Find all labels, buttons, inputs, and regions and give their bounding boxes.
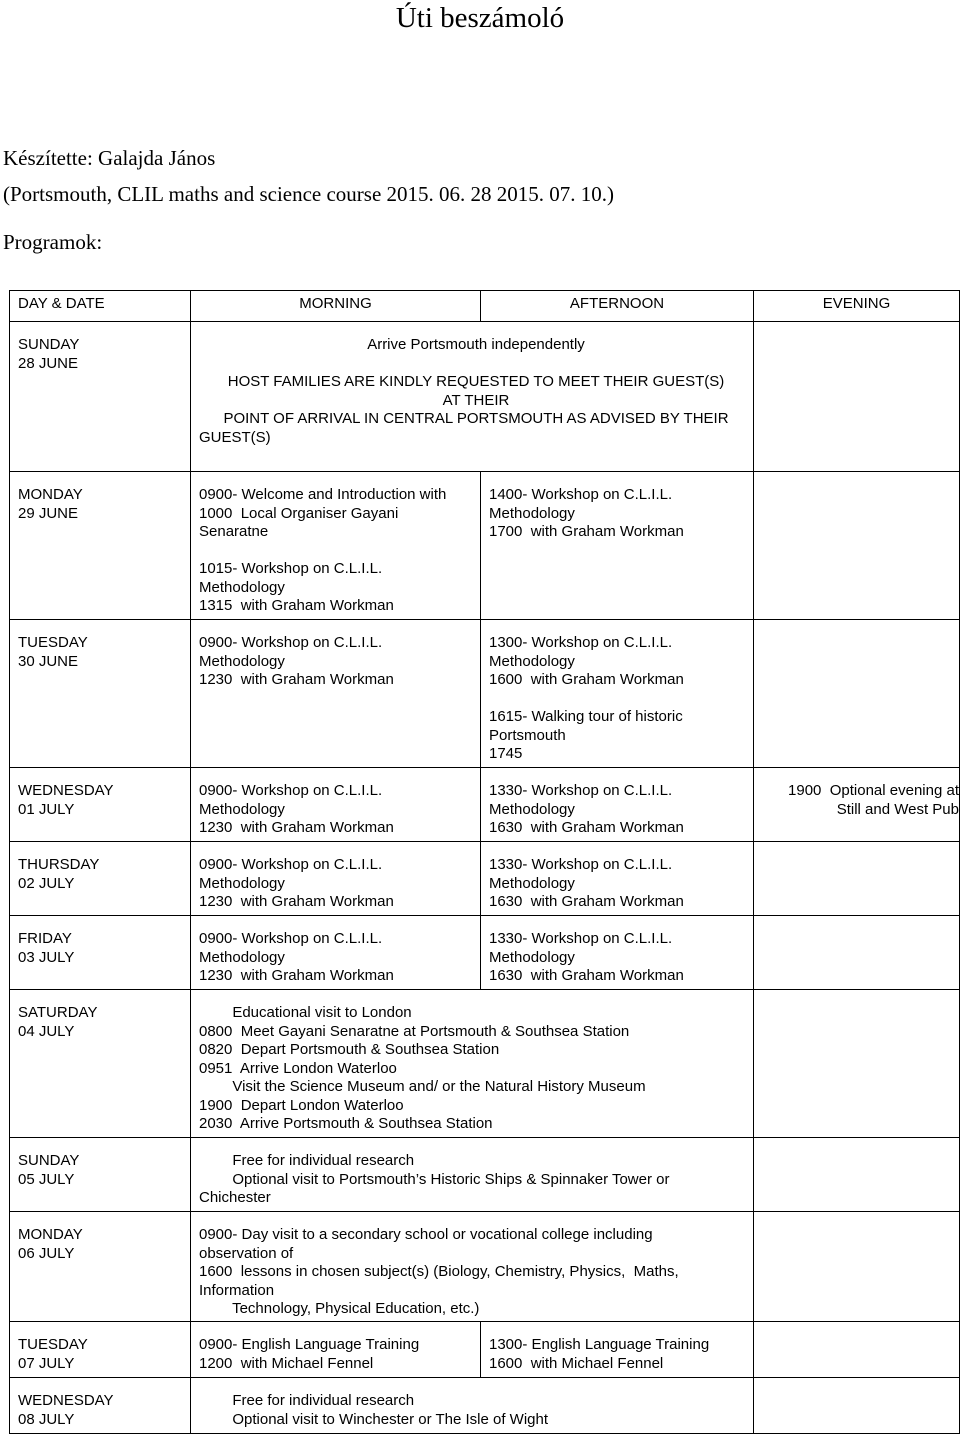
morning-cell bbox=[191, 472, 481, 620]
course-line: (Portsmouth, CLIL maths and science course 2015. 06. 28 2015. 07. 10.) bbox=[3, 182, 615, 206]
morning-line: 0900- English Language Training bbox=[199, 1336, 420, 1353]
day-date: 08 JULY bbox=[18, 1410, 75, 1428]
afternoon-line: 1745 bbox=[489, 745, 523, 762]
afternoon-line: 1300- English Language Training bbox=[489, 1336, 710, 1353]
evening-cell bbox=[754, 472, 960, 620]
day-date: 30 JUNE bbox=[18, 652, 79, 670]
evening-cell bbox=[754, 842, 960, 916]
morning-afternoon-cell bbox=[191, 1378, 754, 1434]
evening-cell bbox=[754, 916, 960, 990]
day-date-cell bbox=[10, 1212, 191, 1322]
afternoon-line: 1600 with Michael Fennel bbox=[489, 1354, 664, 1372]
afternoon-cell bbox=[481, 620, 754, 768]
day-name: SUNDAY bbox=[18, 1152, 80, 1169]
evening-cell bbox=[754, 1378, 960, 1434]
schedule-line: Educational visit to London bbox=[199, 1004, 412, 1021]
table-row bbox=[10, 1138, 960, 1212]
morning-line: 1315 with Graham Workman bbox=[199, 597, 394, 614]
morning-line: 1200 with Michael Fennel bbox=[199, 1354, 374, 1372]
afternoon-line: 1630 with Graham Workman bbox=[489, 967, 684, 984]
schedule-table bbox=[9, 290, 960, 1434]
evening-cell bbox=[754, 768, 960, 842]
afternoon-line: 1630 with Graham Workman bbox=[489, 893, 684, 910]
afternoon-line bbox=[489, 690, 753, 709]
schedule-line bbox=[199, 355, 753, 374]
author-line: Készítette: Galajda János bbox=[3, 146, 216, 170]
morning-line: Methodology bbox=[199, 578, 285, 596]
day-date-cell bbox=[10, 620, 191, 768]
afternoon-line: Methodology bbox=[489, 874, 575, 892]
schedule-line: Free for individual research bbox=[199, 1392, 415, 1409]
afternoon-line: Methodology bbox=[489, 948, 575, 966]
evening-cell bbox=[754, 990, 960, 1138]
day-date-cell bbox=[10, 322, 191, 472]
table-row bbox=[10, 842, 960, 916]
afternoon-line: Methodology bbox=[489, 652, 575, 670]
schedule-line: 1600 lessons in chosen subject(s) (Biology, Chemistry, Physics, Maths, bbox=[199, 1263, 679, 1280]
morning-line: 1230 with Graham Workman bbox=[199, 893, 394, 910]
evening-cell bbox=[754, 1322, 960, 1378]
afternoon-line: 1630 with Graham Workman bbox=[489, 819, 684, 836]
header-morning: MORNING bbox=[191, 291, 481, 322]
day-name: MONDAY bbox=[18, 486, 83, 503]
morning-cell bbox=[191, 1322, 481, 1378]
morning-line: 1000 Local Organiser Gayani bbox=[199, 504, 399, 522]
day-date-cell bbox=[10, 1322, 191, 1378]
table-row bbox=[10, 620, 960, 768]
day-date: 07 JULY bbox=[18, 1354, 75, 1372]
page-title: Úti beszámoló bbox=[395, 2, 565, 34]
afternoon-line: 1600 with Graham Workman bbox=[489, 671, 684, 688]
morning-cell bbox=[191, 768, 481, 842]
day-name: TUESDAY bbox=[18, 1336, 88, 1353]
schedule-line: 1900 Depart London Waterloo bbox=[199, 1096, 404, 1114]
morning-line: 1230 with Graham Workman bbox=[199, 967, 394, 984]
day-name: SUNDAY bbox=[18, 336, 80, 353]
morning-cell bbox=[191, 620, 481, 768]
afternoon-cell bbox=[481, 768, 754, 842]
day-date: 05 JULY bbox=[18, 1170, 75, 1188]
schedule-line: 0800 Meet Gayani Senaratne at Portsmouth & Southsea Station bbox=[199, 1022, 630, 1040]
morning-afternoon-cell bbox=[191, 990, 754, 1138]
morning-afternoon-cell bbox=[191, 1138, 754, 1212]
schedule-line: Free for individual research bbox=[199, 1152, 415, 1169]
afternoon-line: 1330- Workshop on C.L.I.L. bbox=[489, 856, 673, 873]
schedule-line: Optional visit to Portsmouth’s Historic Ships & Spinnaker Tower or bbox=[199, 1170, 670, 1188]
header-day-date: DAY & DATE bbox=[10, 291, 191, 322]
morning-line: 0900- Workshop on C.L.I.L. bbox=[199, 782, 383, 799]
schedule-line: 2030 Arrive Portsmouth & Southsea Station bbox=[199, 1115, 493, 1132]
day-name: MONDAY bbox=[18, 1226, 83, 1243]
morning-line: 0900- Workshop on C.L.I.L. bbox=[199, 930, 383, 947]
table-row bbox=[10, 916, 960, 990]
day-date: 01 JULY bbox=[18, 800, 75, 818]
table-row bbox=[10, 472, 960, 620]
evening-cell bbox=[754, 1138, 960, 1212]
table-row bbox=[10, 1322, 960, 1378]
morning-afternoon-cell bbox=[191, 1212, 754, 1322]
morning-line: 0900- Workshop on C.L.I.L. bbox=[199, 634, 383, 651]
afternoon-line: 1330- Workshop on C.L.I.L. bbox=[489, 930, 673, 947]
day-date: 29 JUNE bbox=[18, 504, 79, 522]
schedule-line: AT THEIR bbox=[442, 391, 510, 409]
day-date: 28 JUNE bbox=[18, 354, 79, 372]
day-date-cell bbox=[10, 916, 191, 990]
table-row bbox=[10, 1212, 960, 1322]
day-name: THURSDAY bbox=[18, 856, 100, 873]
morning-line: 1230 with Graham Workman bbox=[199, 671, 394, 688]
schedule-body bbox=[10, 322, 960, 1434]
morning-line: Methodology bbox=[199, 800, 285, 818]
afternoon-line: Portsmouth bbox=[489, 726, 566, 744]
morning-cell bbox=[191, 916, 481, 990]
table-row bbox=[10, 322, 960, 472]
day-name: FRIDAY bbox=[18, 930, 72, 947]
morning-afternoon-cell bbox=[191, 322, 754, 472]
schedule-line: observation of bbox=[199, 1244, 294, 1262]
morning-line: 0900- Welcome and Introduction with bbox=[199, 486, 447, 503]
header-afternoon: AFTERNOON bbox=[481, 291, 754, 322]
schedule-line: 0951 Arrive London Waterloo bbox=[199, 1059, 397, 1077]
morning-line: Methodology bbox=[199, 948, 285, 966]
afternoon-line: 1330- Workshop on C.L.I.L. bbox=[489, 782, 673, 799]
table-row bbox=[10, 990, 960, 1138]
schedule-line: HOST FAMILIES ARE KINDLY REQUESTED TO MEET THEIR GUEST(S) bbox=[227, 373, 725, 390]
afternoon-line: 1700 with Graham Workman bbox=[489, 523, 684, 540]
afternoon-line: Methodology bbox=[489, 800, 575, 818]
day-date-cell bbox=[10, 472, 191, 620]
day-date: 03 JULY bbox=[18, 948, 75, 966]
morning-line: 1230 with Graham Workman bbox=[199, 819, 394, 836]
evening-cell bbox=[754, 1212, 960, 1322]
day-date: 06 JULY bbox=[18, 1244, 75, 1262]
schedule-line: POINT OF ARRIVAL IN CENTRAL PORTSMOUTH AS ADVISED BY THEIR bbox=[223, 410, 729, 427]
morning-line: 0900- Workshop on C.L.I.L. bbox=[199, 856, 383, 873]
day-date-cell bbox=[10, 768, 191, 842]
morning-line: 1015- Workshop on C.L.I.L. bbox=[199, 560, 383, 577]
evening-cell bbox=[754, 620, 960, 768]
evening-line: Still and West Pub bbox=[836, 800, 959, 818]
schedule-line: 0820 Depart Portsmouth & Southsea Station bbox=[199, 1041, 500, 1058]
day-date: 02 JULY bbox=[18, 874, 75, 892]
schedule-line: Information bbox=[199, 1281, 275, 1299]
morning-line: Methodology bbox=[199, 874, 285, 892]
day-name: WEDNESDAY bbox=[18, 1392, 114, 1409]
morning-line: Senaratne bbox=[199, 523, 269, 540]
table-row bbox=[10, 1378, 960, 1434]
afternoon-line: 1400- Workshop on C.L.I.L. bbox=[489, 486, 673, 503]
programs-label: Programok: bbox=[3, 230, 103, 254]
table-row bbox=[10, 768, 960, 842]
day-date: 04 JULY bbox=[18, 1022, 75, 1040]
schedule-line: Arrive Portsmouth independently bbox=[367, 336, 585, 353]
afternoon-line: Methodology bbox=[489, 504, 575, 522]
day-date-cell bbox=[10, 1378, 191, 1434]
afternoon-cell bbox=[481, 916, 754, 990]
schedule-line: Optional visit to Winchester or The Isle of Wight bbox=[199, 1410, 549, 1428]
schedule-line: GUEST(S) bbox=[199, 428, 271, 446]
schedule-line: Visit the Science Museum and/ or the Natural History Museum bbox=[199, 1078, 646, 1095]
schedule-line: Chichester bbox=[199, 1189, 271, 1206]
afternoon-cell bbox=[481, 842, 754, 916]
day-date-cell bbox=[10, 842, 191, 916]
afternoon-cell bbox=[481, 472, 754, 620]
morning-line bbox=[199, 542, 480, 561]
morning-line: Methodology bbox=[199, 652, 285, 670]
day-name: WEDNESDAY bbox=[18, 782, 114, 799]
evening-line: 1900 Optional evening at bbox=[788, 782, 959, 799]
morning-cell bbox=[191, 842, 481, 916]
day-date-cell bbox=[10, 1138, 191, 1212]
day-date-cell bbox=[10, 990, 191, 1138]
header-evening: EVENING bbox=[754, 291, 960, 322]
afternoon-line: 1615- Walking tour of historic bbox=[489, 708, 683, 725]
day-name: SATURDAY bbox=[18, 1004, 98, 1021]
evening-cell bbox=[754, 322, 960, 472]
table-header-row bbox=[10, 291, 960, 322]
schedule-line: Technology, Physical Education, etc.) bbox=[199, 1300, 480, 1317]
afternoon-cell bbox=[481, 1322, 754, 1378]
afternoon-line: 1300- Workshop on C.L.I.L. bbox=[489, 634, 673, 651]
schedule-line: 0900- Day visit to a secondary school or vocational college including bbox=[199, 1226, 653, 1243]
day-name: TUESDAY bbox=[18, 634, 88, 651]
